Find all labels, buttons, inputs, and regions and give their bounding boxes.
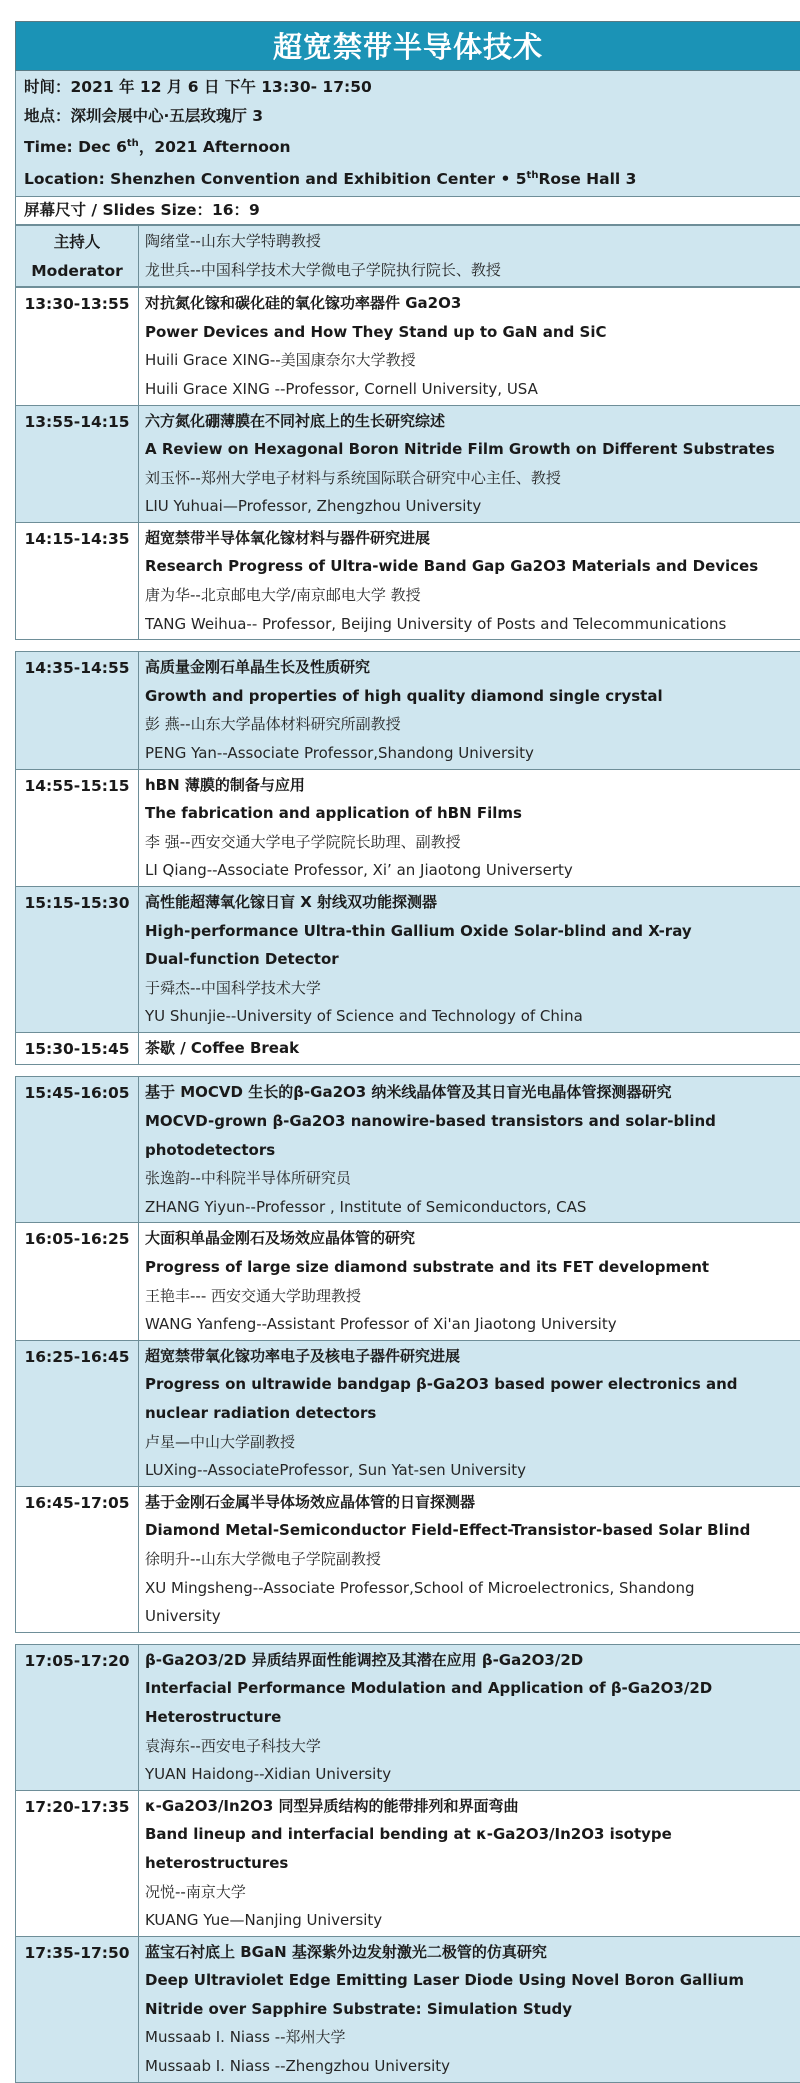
talk-details: [139, 1936, 800, 2082]
talk-title-line: photodetectors: [145, 1136, 796, 1165]
talk-title-line: Nitride over Sapphire Substrate: Simulation Study: [145, 1995, 796, 2024]
talk-title-line: 高质量金刚石单晶生长及性质研究: [145, 653, 796, 682]
talk-time: 17:05-17:20: [16, 1644, 139, 1790]
speaker-line: LUXing--AssociateProfessor, Sun Yat-sen University: [145, 1456, 796, 1485]
speaker-line: Mussaab I. Niass --Zhengzhou University: [145, 2052, 796, 2081]
moderator-row: [16, 226, 800, 287]
talk-title-line: 蓝宝石衬底上 BGaN 基深紫外边发射激光二极管的仿真研究: [145, 1938, 796, 1967]
talk-title-line: Progress of large size diamond substrate and its FET development: [145, 1253, 796, 1282]
session-info: [15, 71, 800, 197]
talk-time: 14:55-15:15: [16, 769, 139, 886]
speaker-line: 彭 燕--山东大学晶体材料研究所副教授: [145, 710, 796, 739]
talk-title-line: MOCVD-grown β-Ga2O3 nanowire-based transistors and solar-blind: [145, 1107, 796, 1136]
block-gap: [15, 1065, 800, 1076]
talk-row: [16, 1032, 800, 1065]
talk-title-line: Progress on ultrawide bandgap β-Ga2O3 based power electronics and: [145, 1370, 796, 1399]
speaker-line: KUANG Yue—Nanjing University: [145, 1906, 796, 1935]
speaker-line: LIU Yuhuai—Professor, Zhengzhou University: [145, 492, 796, 521]
talk-details: [139, 1644, 800, 1790]
speaker-line: 卢星—中山大学副教授: [145, 1428, 796, 1457]
talk-details: [139, 522, 800, 639]
moderator-people: [139, 226, 800, 287]
talk-block-table: [15, 1644, 800, 2083]
talk-blocks: [15, 287, 800, 2083]
talk-time: 16:45-17:05: [16, 1486, 139, 1632]
talk-row: [16, 887, 800, 1033]
moderator-label-en: Moderator: [17, 257, 137, 286]
speaker-line: Huili Grace XING --Professor, Cornell University, USA: [145, 375, 796, 404]
speaker-line: Huili Grace XING--美国康奈尔大学教授: [145, 346, 796, 375]
talk-time: 15:30-15:45: [16, 1032, 139, 1065]
talk-title-line: κ-Ga2O3/In2O3 同型异质结构的能带排列和界面弯曲: [145, 1792, 796, 1821]
talk-time: 13:55-14:15: [16, 405, 139, 522]
talk-time: 15:15-15:30: [16, 887, 139, 1033]
talk-title-line: 对抗氮化镓和碳化硅的氧化镓功率器件 Ga2O3: [145, 289, 796, 318]
moderator-label-cell: [16, 226, 139, 287]
talk-time: 13:30-13:55: [16, 288, 139, 405]
talk-row: [16, 1340, 800, 1486]
talk-title-line: 基于 MOCVD 生长的β-Ga2O3 纳米线晶体管及其日盲光电晶体管探测器研究: [145, 1078, 796, 1107]
talk-title-line: 超宽禁带氧化镓功率电子及核电子器件研究进展: [145, 1342, 796, 1371]
talk-details: [139, 652, 800, 769]
talk-row: [16, 1077, 800, 1223]
talk-details: [139, 1340, 800, 1486]
session-title: 超宽禁带半导体技术: [15, 21, 800, 71]
talk-title-line: Dual-function Detector: [145, 945, 796, 974]
talk-time: 16:05-16:25: [16, 1223, 139, 1340]
talk-time: 17:35-17:50: [16, 1936, 139, 2082]
talk-row: [16, 288, 800, 405]
talk-details: [139, 1223, 800, 1340]
talk-details: [139, 1032, 800, 1065]
talk-time: 17:20-17:35: [16, 1790, 139, 1936]
time-en: Time: Dec 6th，2021 Afternoon: [24, 130, 792, 162]
slides-size: 屏幕尺寸 / Slides Size：16：9: [15, 197, 800, 225]
talk-title-line: heterostructures: [145, 1849, 796, 1878]
talk-row: [16, 1790, 800, 1936]
talk-row: [16, 1936, 800, 2082]
talk-title-line: Research Progress of Ultra-wide Band Gap Ga2O3 Materials and Devices: [145, 552, 796, 581]
talk-title-line: 基于金刚石金属半导体场效应晶体管的日盲探测器: [145, 1488, 796, 1517]
talk-row: [16, 1644, 800, 1790]
talk-block-table: [15, 287, 800, 640]
talk-row: [16, 1223, 800, 1340]
talk-details: [139, 1790, 800, 1936]
speaker-line: 王艳丰--- 西安交通大学助理教授: [145, 1282, 796, 1311]
talk-time: 14:35-14:55: [16, 652, 139, 769]
talk-title-line: Band lineup and interfacial bending at κ-Ga2O3/In2O3 isotype: [145, 1820, 796, 1849]
talk-title-line: Deep Ultraviolet Edge Emitting Laser Diode Using Novel Boron Gallium: [145, 1966, 796, 1995]
location-en: Location: Shenzhen Convention and Exhibition Center • 5thRose Hall 3: [24, 162, 792, 194]
moderator-label-cn: 主持人: [17, 228, 137, 257]
talk-title-line: Growth and properties of high quality diamond single crystal: [145, 682, 796, 711]
schedule-page: [15, 0, 800, 2083]
talk-title-line: 超宽禁带半导体氧化镓材料与器件研究进展: [145, 524, 796, 553]
speaker-line: 袁海东--西安电子科技大学: [145, 1732, 796, 1761]
talk-details: [139, 887, 800, 1033]
talk-row: [16, 522, 800, 639]
speaker-line: LI Qiang--Associate Professor, Xi’ an Jiaotong Universerty: [145, 856, 796, 885]
time-cn: 时间：2021 年 12 月 6 日 下午 13:30- 17:50: [24, 73, 792, 102]
moderator-table: [15, 225, 800, 287]
talk-row: [16, 405, 800, 522]
speaker-line: ZHANG Yiyun--Professor , Institute of Semiconductors, CAS: [145, 1193, 796, 1222]
talk-block-table: [15, 651, 800, 1065]
talk-title-line: β-Ga2O3/2D 异质结界面性能调控及其潜在应用 β-Ga2O3/2D: [145, 1646, 796, 1675]
talk-title-line: Interfacial Performance Modulation and Application of β-Ga2O3/2D: [145, 1674, 796, 1703]
talk-row: [16, 1486, 800, 1632]
speaker-line: TANG Weihua-- Professor, Beijing University of Posts and Telecommunications: [145, 610, 796, 639]
speaker-line: 于舜杰--中国科学技术大学: [145, 974, 796, 1003]
talk-title-line: nuclear radiation detectors: [145, 1399, 796, 1428]
talk-details: [139, 405, 800, 522]
speaker-line: Mussaab I. Niass --郑州大学: [145, 2023, 796, 2052]
speaker-line: PENG Yan--Associate Professor,Shandong University: [145, 739, 796, 768]
talk-title-line: hBN 薄膜的制备与应用: [145, 771, 796, 800]
talk-block-table: [15, 1076, 800, 1632]
speaker-line: YU Shunjie--University of Science and Technology of China: [145, 1002, 796, 1031]
speaker-line: 况悦--南京大学: [145, 1878, 796, 1907]
talk-title-line: The fabrication and application of hBN Films: [145, 799, 796, 828]
block-gap: [15, 640, 800, 651]
talk-details: [139, 1077, 800, 1223]
talk-details: [139, 288, 800, 405]
moderator-person: 龙世兵--中国科学技术大学微电子学院执行院长、教授: [145, 256, 796, 285]
talk-title-line: Heterostructure: [145, 1703, 796, 1732]
talk-title-line: High-performance Ultra-thin Gallium Oxide Solar-blind and X-ray: [145, 917, 796, 946]
talk-title-line: Diamond Metal-Semiconductor Field-Effect-Transistor-based Solar Blind: [145, 1516, 796, 1545]
speaker-line: University: [145, 1602, 796, 1631]
talk-title-line: 大面积单晶金刚石及场效应晶体管的研究: [145, 1224, 796, 1253]
talk-time: 16:25-16:45: [16, 1340, 139, 1486]
talk-title-line: A Review on Hexagonal Boron Nitride Film Growth on Different Substrates: [145, 435, 796, 464]
talk-title-line: 高性能超薄氧化镓日盲 X 射线双功能探测器: [145, 888, 796, 917]
talk-row: [16, 652, 800, 769]
speaker-line: XU Mingsheng--Associate Professor,School of Microelectronics, Shandong: [145, 1574, 796, 1603]
block-gap: [15, 1633, 800, 1644]
talk-title-line: Power Devices and How They Stand up to GaN and SiC: [145, 318, 796, 347]
speaker-line: WANG Yanfeng--Assistant Professor of Xi'an Jiaotong University: [145, 1310, 796, 1339]
speaker-line: 李 强--西安交通大学电子学院院长助理、副教授: [145, 828, 796, 857]
talk-time: 14:15-14:35: [16, 522, 139, 639]
speaker-line: 徐明升--山东大学微电子学院副教授: [145, 1545, 796, 1574]
talk-details: [139, 1486, 800, 1632]
speaker-line: 刘玉怀--郑州大学电子材料与系统国际联合研究中心主任、教授: [145, 464, 796, 493]
moderator-person: 陶绪堂--山东大学特聘教授: [145, 227, 796, 256]
location-cn: 地点：深圳会展中心·五层玫瑰厅 3: [24, 102, 792, 131]
talk-title-line: 六方氮化硼薄膜在不同衬底上的生长研究综述: [145, 407, 796, 436]
speaker-line: YUAN Haidong--Xidian University: [145, 1760, 796, 1789]
speaker-line: 唐为华--北京邮电大学/南京邮电大学 教授: [145, 581, 796, 610]
talk-time: 15:45-16:05: [16, 1077, 139, 1223]
speaker-line: 张逸韵--中科院半导体所研究员: [145, 1164, 796, 1193]
talk-row: [16, 769, 800, 886]
talk-title-line: 茶歇 / Coffee Break: [145, 1034, 796, 1063]
talk-details: [139, 769, 800, 886]
